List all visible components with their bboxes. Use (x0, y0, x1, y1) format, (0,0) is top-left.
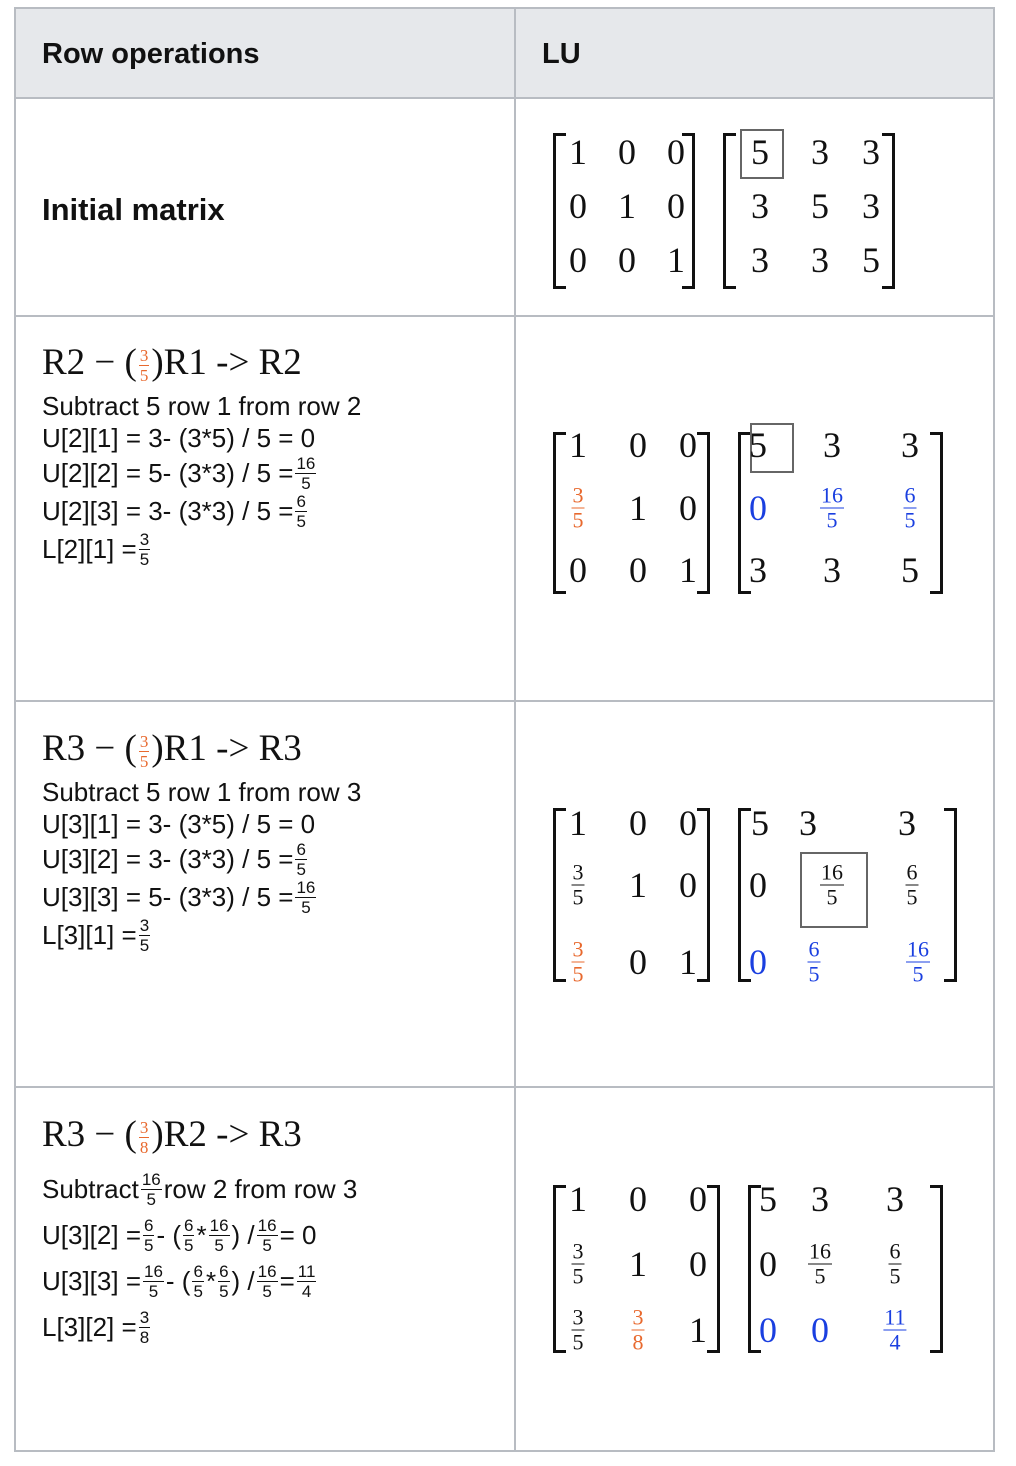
l-matrix-cell: 1 (629, 1244, 647, 1284)
l-matrix-cell: 0 (629, 550, 647, 590)
u-matrix-cell: 3 (823, 550, 841, 590)
l-matrix-right-bracket (707, 1185, 720, 1353)
u-matrix-cell: 5 (749, 425, 767, 465)
l-matrix-cell: 0 (569, 550, 587, 590)
u-matrix-cell: 3 (823, 425, 841, 465)
op-factor: $\frac{3}{8}$ (139, 1118, 149, 1158)
l-matrix-cell: 1 (569, 803, 587, 843)
u-matrix-cell: $\frac{6}{5}$ (904, 482, 916, 533)
l-matrix-cell: 1 (689, 1310, 707, 1350)
step-l31: L[3][1] = $\frac{3}{5}$ (42, 915, 150, 955)
l-matrix-left-bracket (553, 432, 566, 594)
l-matrix-cell: $\frac{3}{8}$ (632, 1304, 644, 1355)
u-matrix-right-bracket (882, 133, 895, 289)
table-border-bottom (15, 1450, 995, 1452)
l-matrix-cell: 0 (679, 488, 697, 528)
l-matrix-cell: 1 (629, 488, 647, 528)
l-matrix-cell: 1 (667, 240, 685, 280)
op-prefix: R3 − ( (42, 728, 137, 769)
l-matrix-left-bracket (553, 133, 566, 289)
table-border-top (15, 7, 995, 9)
operation-title (42, 344, 361, 384)
l-matrix-cell: 0 (689, 1179, 707, 1219)
col-divider (14, 7, 16, 1452)
row-divider (15, 315, 995, 317)
operation-steps (42, 776, 361, 954)
row-divider (15, 97, 995, 99)
step-subtract: Subtract 5 row 1 from row 2 (42, 390, 362, 421)
l-matrix-cell: 0 (679, 803, 697, 843)
u-matrix-cell: 5 (751, 803, 769, 843)
l-matrix-cell: 1 (679, 942, 697, 982)
row-op-block (42, 344, 361, 568)
step-subtract: Subtract 5 row 1 from row 3 (42, 776, 362, 807)
u-matrix-cell: 3 (751, 240, 769, 280)
u-matrix-right-bracket (930, 1185, 943, 1353)
l-matrix-cell: $\frac{3}{5}$ (572, 859, 584, 910)
l-matrix-right-bracket (697, 808, 710, 982)
l-matrix-left-bracket (553, 808, 566, 982)
l-matrix-cell: 0 (679, 425, 697, 465)
u-matrix-right-bracket (944, 808, 957, 982)
u-matrix-cell: $\frac{16}{5}$ (907, 936, 929, 987)
l-matrix-cell: 1 (629, 865, 647, 905)
op-suffix: )R1 -> R2 (151, 342, 302, 383)
col-divider (993, 7, 995, 1452)
l-matrix-cell: 0 (629, 803, 647, 843)
l-matrix-cell: $\frac{3}{5}$ (572, 1238, 584, 1289)
u-matrix-cell: 3 (749, 550, 767, 590)
u-matrix-cell: 3 (901, 425, 919, 465)
op-factor: $\frac{3}{5}$ (139, 346, 149, 386)
u-matrix-cell: 0 (759, 1244, 777, 1284)
u-matrix-cell: $\frac{16}{5}$ (821, 859, 843, 910)
step-subtract: Subtract $\frac{16}{5}$ row 2 from row 3 (42, 1169, 358, 1209)
step-u21: U[2][1] = 3- (3*5) / 5 = 0 (42, 422, 316, 453)
step-u23: U[2][3] = 3- (3*3) / 5 = $\frac{6}{5}$ (42, 491, 306, 531)
u-matrix-cell: $\frac{16}{5}$ (821, 482, 843, 533)
l-matrix-cell: 0 (667, 132, 685, 172)
op-suffix: )R2 -> R3 (151, 1114, 302, 1155)
l-matrix-cell: 0 (629, 425, 647, 465)
row-op-block (42, 1116, 357, 1350)
step-u32: U[3][2] = $\frac{6}{5}$ - ( $\frac{6}{5}$ * $\frac{16}{5}$ ) / $\frac{16}{5}$ = 0 (42, 1215, 317, 1255)
step-u33: U[3][3] = 5- (3*3) / 5 = $\frac{16}{5}$ (42, 877, 316, 917)
l-matrix-cell: 1 (618, 186, 636, 226)
col-divider (514, 7, 516, 1452)
op-suffix: )R1 -> R3 (151, 728, 302, 769)
step-u32: U[3][2] = 3- (3*3) / 5 = $\frac{6}{5}$ (42, 839, 306, 879)
u-matrix-cell: 3 (811, 240, 829, 280)
op-prefix: R2 − ( (42, 342, 137, 383)
l-matrix-cell: 0 (629, 942, 647, 982)
op-prefix: R3 − ( (42, 1114, 137, 1155)
u-matrix-cell: 5 (901, 550, 919, 590)
u-matrix-cell: 3 (811, 132, 829, 172)
l-matrix-cell: $\frac{3}{5}$ (572, 936, 584, 987)
header-row-operations: Row operations (42, 38, 260, 70)
u-matrix-cell: 3 (886, 1179, 904, 1219)
u-matrix-cell: 3 (862, 132, 880, 172)
l-matrix-left-bracket (553, 1185, 566, 1353)
step-u33: U[3][3] = $\frac{16}{5}$ - ( $\frac{6}{5}$ * $\frac{6}{5}$ ) / $\frac{16}{5}$ = $\frac{11}{4}$ (42, 1261, 316, 1301)
l-matrix-cell: 0 (618, 240, 636, 280)
row-op-block (42, 730, 361, 954)
step-l21: L[2][1] = $\frac{3}{5}$ (42, 529, 150, 569)
u-matrix-cell: 3 (799, 803, 817, 843)
u-matrix-cell: 0 (811, 1310, 829, 1350)
u-matrix-cell: 3 (751, 186, 769, 226)
u-matrix-cell: 3 (811, 1179, 829, 1219)
u-matrix-right-bracket (930, 432, 943, 594)
l-matrix-cell: 0 (569, 240, 587, 280)
l-matrix-cell: 1 (569, 132, 587, 172)
op-factor: $\frac{3}{5}$ (139, 732, 149, 772)
initial-matrix-label: Initial matrix (42, 192, 225, 227)
u-matrix-cell: 5 (862, 240, 880, 280)
u-matrix-cell: 0 (749, 865, 767, 905)
l-matrix-cell: 0 (679, 865, 697, 905)
l-matrix-cell: 0 (667, 186, 685, 226)
l-matrix-cell: 0 (569, 186, 587, 226)
l-matrix-right-bracket (697, 432, 710, 594)
u-matrix-cell: 3 (898, 803, 916, 843)
u-matrix-cell: 5 (759, 1179, 777, 1219)
l-matrix-cell: 0 (618, 132, 636, 172)
u-matrix-cell: 3 (862, 186, 880, 226)
row-divider (15, 700, 995, 702)
l-matrix-cell: 1 (569, 425, 587, 465)
u-matrix-cell: 5 (811, 186, 829, 226)
operation-steps (42, 390, 361, 568)
step-u31: U[3][1] = 3- (3*5) / 5 = 0 (42, 808, 316, 839)
operation-title (42, 1116, 357, 1156)
u-matrix-cell: $\frac{6}{5}$ (808, 936, 820, 987)
operation-title (42, 730, 361, 770)
l-matrix-cell: 1 (569, 1179, 587, 1219)
u-matrix-left-bracket (723, 133, 736, 289)
header-lu: LU (542, 38, 581, 70)
l-matrix-cell: $\frac{3}{5}$ (572, 1304, 584, 1355)
operation-steps (42, 1166, 357, 1350)
l-matrix-cell: 1 (679, 550, 697, 590)
l-matrix-cell: 0 (689, 1244, 707, 1284)
u-matrix-cell: 0 (759, 1310, 777, 1350)
step-u22: U[2][2] = 5- (3*3) / 5 = $\frac{16}{5}$ (42, 453, 316, 493)
u-matrix-cell: $\frac{11}{4}$ (884, 1304, 906, 1355)
u-matrix-cell: 0 (749, 488, 767, 528)
step-l32: L[3][2] = $\frac{3}{8}$ (42, 1307, 150, 1347)
u-matrix-cell: $\frac{16}{5}$ (809, 1238, 831, 1289)
l-matrix-cell: $\frac{3}{5}$ (572, 482, 584, 533)
u-matrix-cell: $\frac{6}{5}$ (906, 859, 918, 910)
l-matrix-cell: 0 (629, 1179, 647, 1219)
u-matrix-cell: 5 (751, 132, 769, 172)
u-matrix-cell: 0 (749, 942, 767, 982)
u-matrix-cell: $\frac{6}{5}$ (889, 1238, 901, 1289)
row-divider (15, 1086, 995, 1088)
